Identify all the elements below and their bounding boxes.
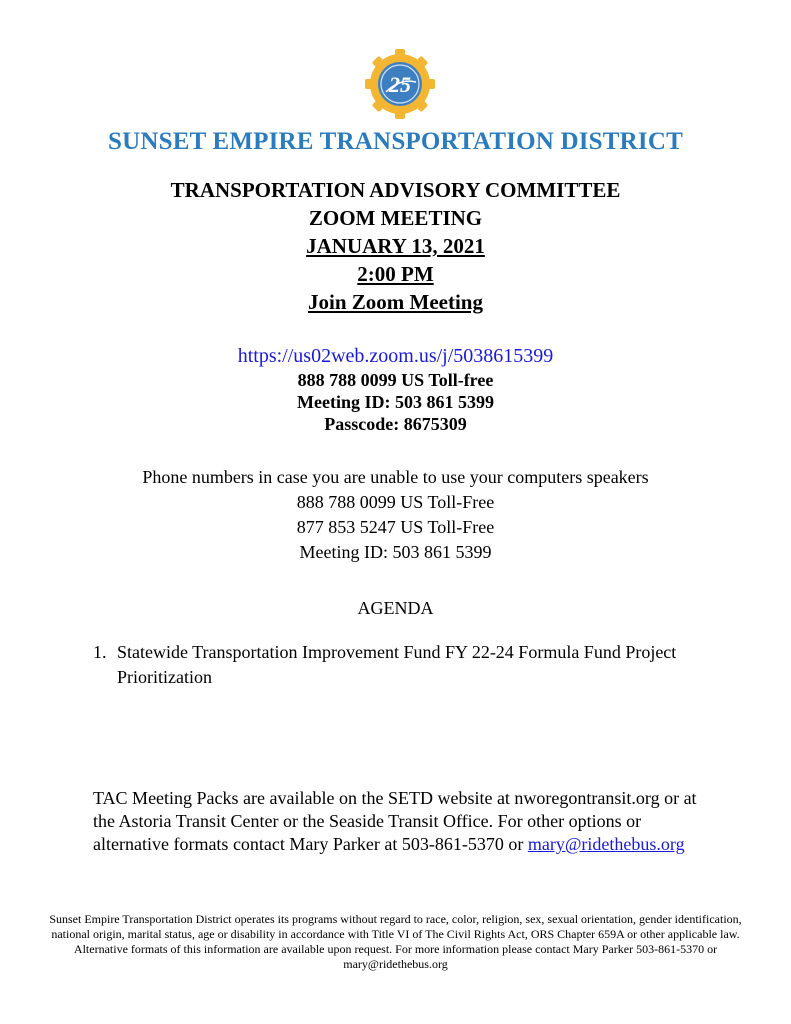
agenda-item	[93, 640, 697, 690]
meeting-heading	[0, 176, 791, 316]
join-zoom-label: Join Zoom Meeting	[308, 290, 483, 314]
meeting-date: JANUARY 13, 2021	[306, 234, 485, 258]
phone-intro: Phone numbers in case you are unable to use your computers speakers	[142, 467, 649, 487]
logo-text: 25	[389, 72, 411, 97]
tac-info-text: TAC Meeting Packs are available on the SETD website at nworegontransit.org or at the Astoria Transit Center or the Seaside Transit Office. For other options or alternative formats contact Mary Parker at 503-861-5370 or	[93, 788, 697, 854]
phone-number-1: 888 788 0099 US Toll-Free	[296, 492, 495, 512]
agenda-title: AGENDA	[357, 598, 434, 618]
zoom-meeting-link[interactable]: https://us02web.zoom.us/j/5038615399	[237, 345, 554, 367]
agenda-item-text: Statewide Transportation Improvement Fund FY 22-24 Formula Fund Project Prioritization	[117, 642, 677, 687]
zoom-passcode: Passcode: 8675309	[324, 414, 467, 434]
district-25th-anniversary-logo	[364, 48, 436, 120]
phone-number-2: 877 853 5247 US Toll-Free	[296, 517, 495, 537]
contact-email-link[interactable]: mary@ridethebus.org	[527, 834, 685, 854]
organization-title: SUNSET EMPIRE TRANSPORTATION DISTRICT	[108, 128, 683, 155]
committee-name: TRANSPORTATION ADVISORY COMMITTEE	[170, 178, 621, 202]
phone-meeting-id: Meeting ID: 503 861 5399	[299, 542, 492, 562]
agenda-list	[93, 640, 697, 690]
nondiscrimination-footer: Sunset Empire Transportation District operates its programs without regard to race, color, religion, sex, sexual orientation, gender identification, national origin, marital status, age or disability in accordance with Title VI of The Civil Rights Act, ORS Chapter 659A or other applicable law. Alternative formats of this information are available upon request. For more information please contact Mary Parker 503-861-5370 or mary@ridethebus.org	[49, 912, 742, 971]
agenda-item-number: 1.	[93, 642, 107, 662]
meeting-type: ZOOM MEETING	[308, 206, 483, 230]
meeting-time: 2:00 PM	[357, 262, 434, 286]
zoom-details	[0, 345, 791, 435]
phone-numbers-section	[0, 465, 791, 565]
zoom-meeting-id: Meeting ID: 503 861 5399	[297, 392, 494, 412]
zoom-toll-free: 888 788 0099 US Toll-free	[297, 370, 494, 390]
tac-information	[93, 787, 713, 856]
